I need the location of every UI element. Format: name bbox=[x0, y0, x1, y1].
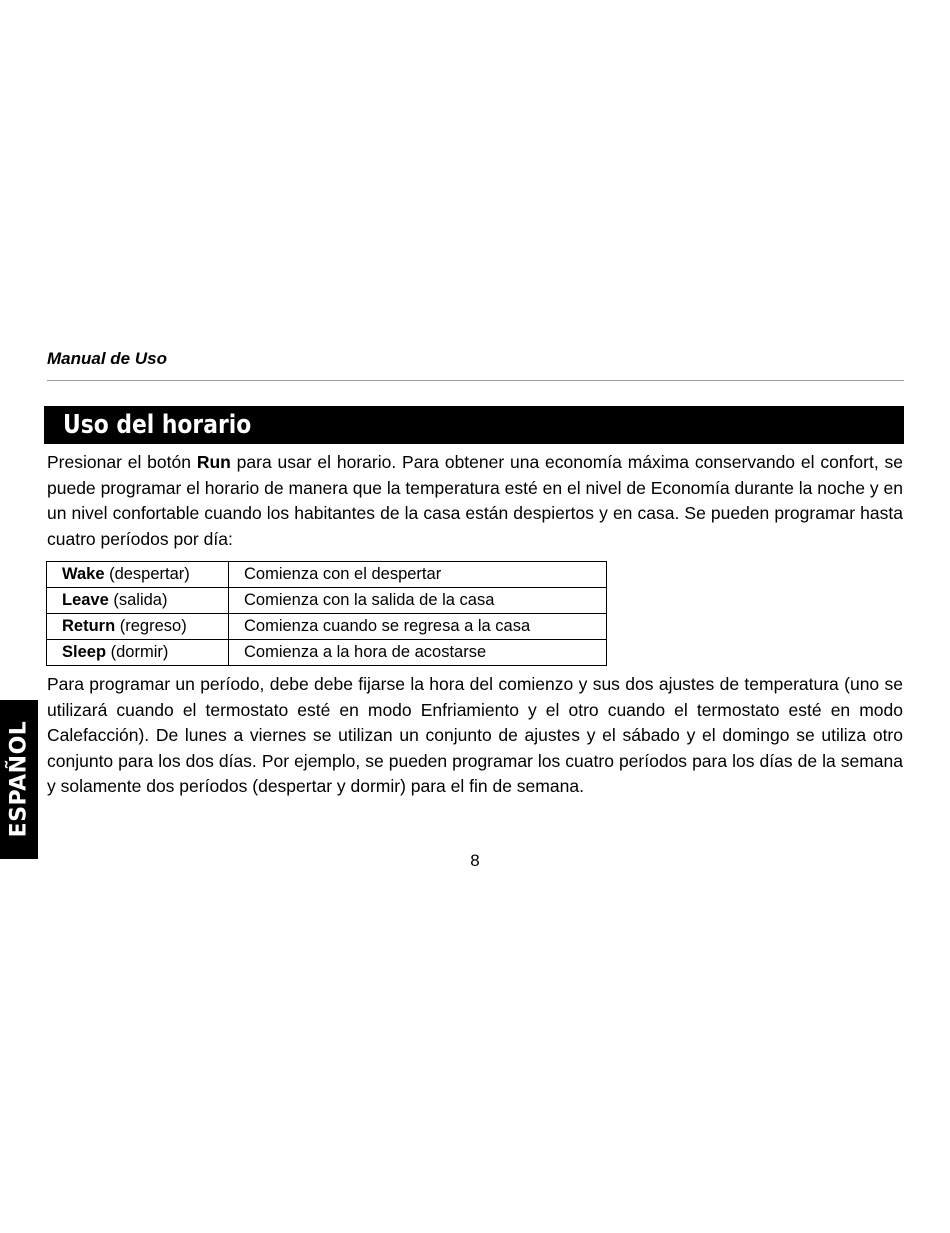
period-name-cell bbox=[47, 588, 229, 614]
period-translation: (salida) bbox=[108, 591, 168, 609]
section-title: Uso del horario bbox=[63, 410, 252, 440]
period-translation: (regreso) bbox=[115, 617, 187, 635]
intro-paragraph bbox=[47, 450, 903, 552]
language-label: ESPAÑOL bbox=[6, 720, 32, 838]
table-row bbox=[47, 562, 607, 588]
header-divider bbox=[47, 380, 904, 381]
period-name-cell bbox=[47, 640, 229, 666]
language-side-tab bbox=[0, 700, 38, 859]
period-description: Comienza con el despertar bbox=[229, 562, 607, 588]
table-row bbox=[47, 640, 607, 666]
period-term: Sleep bbox=[62, 643, 107, 661]
period-name-cell bbox=[47, 614, 229, 640]
section-title-bar bbox=[44, 406, 904, 444]
period-description: Comienza con la salida de la casa bbox=[229, 588, 607, 614]
intro-text-after: para usar el horario. Para obtener una economía máxima conservando el confort, se puede programar el horario de manera que la temperatura esté en el nivel de Economía durante la noche y en un nivel confortable cuando los habitantes de la casa están despiertos y en casa. Se pueden programar hasta cuatro períodos por día: bbox=[47, 452, 903, 549]
details-paragraph: Para programar un período, debe debe fijarse la hora del comienzo y sus dos ajustes de temperatura (uno se utilizará cuando el termostato esté en modo Enfriamiento y el otro cuando el termostato esté en modo Calefacción). De lunes a viernes se utilizan un conjunto de ajustes y el sábado y el domingo se utiliza otro conjunto para los dos días. Por ejemplo, se pueden programar los cuatro períodos para los días de la semana y solamente dos períodos (despertar y dormir) para el fin de semana. bbox=[47, 674, 903, 796]
period-translation: (dormir) bbox=[106, 643, 169, 661]
run-button-term: Run bbox=[196, 452, 231, 472]
table-row bbox=[47, 614, 607, 640]
period-term: Return bbox=[62, 617, 116, 635]
page-number: 8 bbox=[470, 851, 480, 870]
period-term: Leave bbox=[62, 591, 109, 609]
period-translation: (despertar) bbox=[104, 565, 190, 583]
period-description: Comienza a la hora de acostarse bbox=[229, 640, 607, 666]
period-name-cell bbox=[47, 562, 229, 588]
period-term: Wake bbox=[62, 565, 105, 583]
periods-table bbox=[46, 561, 607, 666]
intro-text-before: Presionar el botón bbox=[47, 452, 197, 472]
manual-label: Manual de Uso bbox=[47, 349, 167, 368]
period-description: Comienza cuando se regresa a la casa bbox=[229, 614, 607, 640]
table-row bbox=[47, 588, 607, 614]
